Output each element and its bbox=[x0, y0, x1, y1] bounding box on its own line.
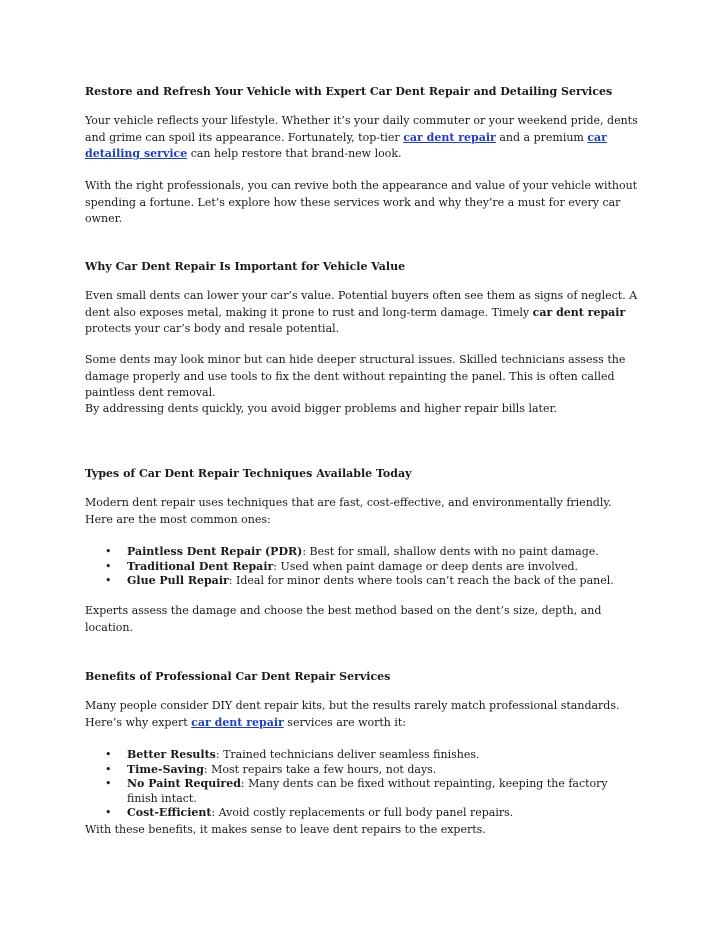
list-item-term: Paintless Dent Repair (PDR) bbox=[127, 545, 303, 558]
list-item bbox=[105, 777, 640, 806]
list-item-term: Cost-Efficient bbox=[127, 806, 212, 819]
benefits-text-a: Many people consider DIY dent repair kits, but the results rarely match professional standards. Here’s why expert bbox=[85, 699, 620, 729]
car-detailing-service-link[interactable]: car detailing service bbox=[85, 130, 607, 160]
list-item bbox=[105, 748, 640, 763]
list-item bbox=[105, 560, 640, 575]
list-item bbox=[105, 545, 640, 560]
section-heading-types: Types of Car Dent Repair Techniques Available Today bbox=[85, 467, 412, 480]
benefits-outro-paragraph: With these benefits, it makes sense to leave dent repairs to the experts. bbox=[85, 823, 486, 836]
list-item-text: : Trained technicians deliver seamless finishes. bbox=[215, 748, 480, 761]
intro-paragraph bbox=[85, 113, 640, 163]
section-heading-value: Why Car Dent Repair Is Important for Vehicle Value bbox=[85, 260, 406, 273]
benefits-list bbox=[105, 748, 640, 821]
intro-text-c: can help restore that brand-new look. bbox=[187, 147, 402, 160]
bullet-icon: • bbox=[105, 545, 112, 558]
list-item-text: : Best for small, shallow dents with no paint damage. bbox=[302, 545, 599, 558]
page-title: Restore and Refresh Your Vehicle with Expert Car Dent Repair and Detailing Services bbox=[85, 85, 613, 98]
list-item-text: : Many dents can be fixed without repainting, keeping the factory finish intact. bbox=[127, 777, 608, 805]
value-bold-term: car dent repair bbox=[532, 305, 626, 319]
benefits-text-b: services are worth it: bbox=[283, 715, 407, 729]
list-item-text: : Ideal for minor dents where tools can’t reach the back of the panel. bbox=[228, 574, 614, 587]
list-item-text: : Most repairs take a few hours, not days. bbox=[203, 762, 437, 776]
types-list bbox=[105, 545, 640, 589]
list-item-term: Glue Pull Repair bbox=[127, 574, 229, 587]
value-paragraph-1 bbox=[85, 288, 640, 338]
list-item-text: : Used when paint damage or deep dents are involved. bbox=[273, 559, 579, 573]
list-item-term: Time-Saving bbox=[127, 762, 204, 776]
list-item-term: Traditional Dent Repair bbox=[127, 559, 274, 573]
list-item-term: Better Results bbox=[127, 748, 216, 761]
benefits-intro-paragraph bbox=[85, 698, 640, 731]
car-dent-repair-link-2[interactable]: car dent repair bbox=[191, 715, 284, 729]
bullet-icon: • bbox=[105, 762, 112, 776]
car-dent-repair-link[interactable]: car dent repair bbox=[403, 130, 496, 144]
bullet-icon: • bbox=[105, 559, 112, 573]
bullet-icon: • bbox=[105, 748, 112, 761]
list-item-text: : Avoid costly replacements or full body panel repairs. bbox=[211, 806, 514, 819]
intro-text-a: Your vehicle reflects your lifestyle. Whether it’s your daily commuter or your weekend pride, dents and grime can spoil its appearance. Fortunately, top-tier bbox=[85, 114, 638, 144]
value-text-a: Even small dents can lower your car’s value. Potential buyers often see them as signs of neglect. A dent also exposes metal, making it prone to rust and long-term damage. Timely bbox=[85, 289, 638, 319]
types-outro-paragraph: Experts assess the damage and choose the best method based on the dent’s size, depth, and location. bbox=[85, 604, 602, 634]
section-heading-benefits: Benefits of Professional Car Dent Repair Services bbox=[85, 670, 391, 683]
value-paragraph-2: Some dents may look minor but can hide deeper structural issues. Skilled technicians assess the damage properly and use tools to fix the dent without repainting the panel. This is often called paintless dent removal. bbox=[85, 353, 626, 399]
intro-text-b: and a premium bbox=[495, 130, 588, 144]
list-item-term: No Paint Required bbox=[127, 777, 241, 790]
list-item bbox=[105, 763, 640, 778]
list-item bbox=[105, 806, 640, 821]
intro-paragraph-2: With the right professionals, you can revive both the appearance and value of your vehicle without spending a fortune. Let’s explore how these services work and why they’re a must for every car owner. bbox=[85, 179, 638, 225]
value-paragraph-3: By addressing dents quickly, you avoid bigger problems and higher repair bills later. bbox=[85, 402, 558, 415]
bullet-icon: • bbox=[105, 574, 112, 587]
types-intro-paragraph: Modern dent repair uses techniques that are fast, cost-effective, and environmentally friendly. Here are the most common ones: bbox=[85, 496, 612, 526]
list-item bbox=[105, 574, 640, 589]
bullet-icon: • bbox=[105, 777, 112, 790]
bullet-icon: • bbox=[105, 806, 112, 819]
value-text-b: protects your car’s body and resale potential. bbox=[85, 322, 340, 335]
